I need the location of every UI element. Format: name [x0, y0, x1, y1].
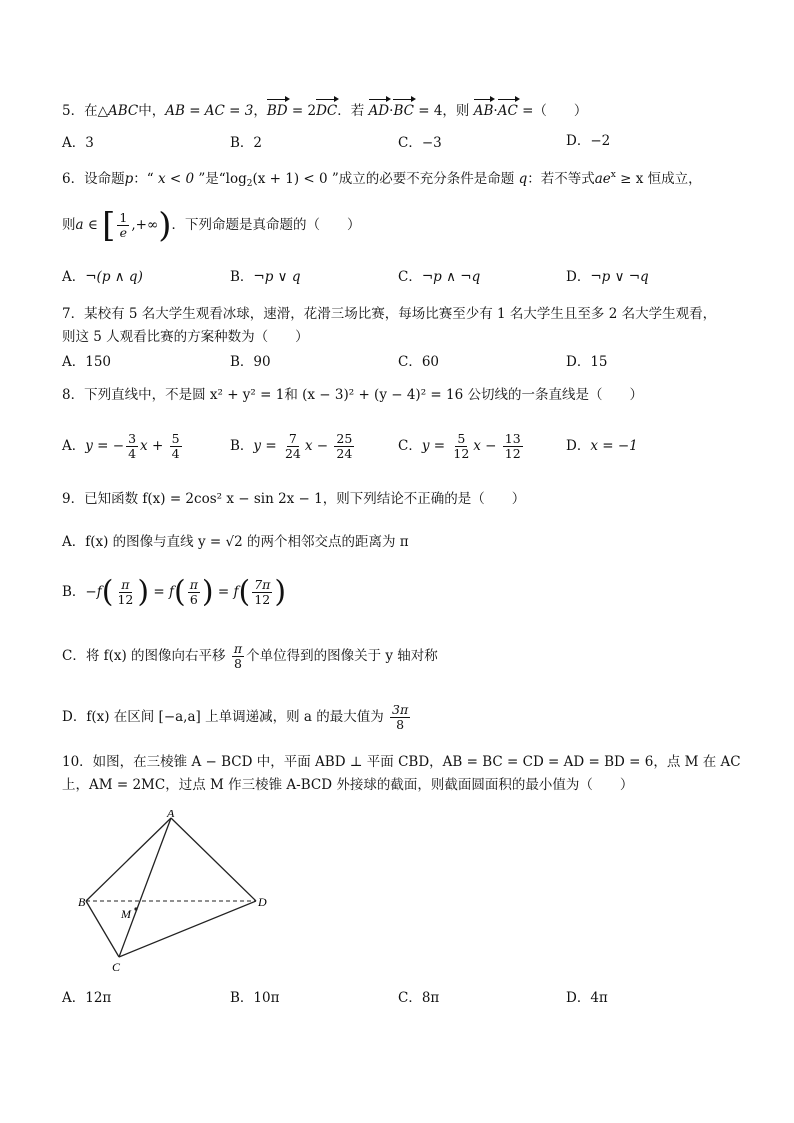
- option-label: D．: [566, 354, 591, 370]
- q10-option-b[interactable]: [230, 989, 279, 1007]
- option-label: A．: [62, 990, 86, 1006]
- q8-option-a[interactable]: [62, 428, 184, 464]
- q6-text: ”是“log: [194, 171, 247, 187]
- q6-option-d[interactable]: [566, 268, 649, 286]
- option-label: C．: [398, 990, 422, 1006]
- option-label: B．: [62, 584, 86, 600]
- option-text: ¬p ∨ ¬q: [590, 269, 649, 285]
- q6-a: a: [75, 217, 84, 233]
- q9-option-a[interactable]: A．f(x) 的图像与直线 y = √2 的两个相邻交点的距离为 π: [62, 534, 409, 550]
- option-text: y =: [253, 438, 281, 454]
- left-paren: (: [238, 574, 251, 610]
- option-label: A．: [62, 135, 86, 151]
- option-label: B．: [230, 438, 254, 454]
- q5-text: 中，: [138, 103, 166, 119]
- q5-sep2: ．若: [337, 103, 369, 119]
- q5-val: = 4，则: [413, 103, 474, 119]
- frac-den: 8: [233, 656, 242, 671]
- q7-stem-line2: 则这 5 人观看比赛的方案种数为（ ）: [62, 329, 309, 345]
- frac-den: 24: [284, 446, 301, 461]
- frac-den: e: [119, 225, 128, 240]
- q6-q: q: [518, 171, 528, 187]
- frac-den: 4: [171, 446, 180, 461]
- q6-text: ：“: [133, 171, 158, 187]
- q10-option-a[interactable]: [62, 989, 111, 1007]
- vector-dc: DC: [316, 103, 338, 119]
- option-text: 2: [253, 135, 263, 151]
- q8-option-c[interactable]: [398, 428, 525, 464]
- fraction: [252, 578, 272, 607]
- option-text: 8π: [421, 990, 440, 1006]
- option-text: ¬p ∨ q: [253, 269, 301, 285]
- frac-num: 3: [128, 431, 137, 446]
- option-text: ¬p ∧ ¬q: [421, 269, 481, 285]
- q5-dot2: ·: [493, 103, 498, 119]
- right-paren: ): [274, 574, 287, 610]
- tetrahedron-figure: [78, 810, 273, 975]
- frac-num: 7π: [254, 577, 271, 592]
- fraction: [283, 432, 303, 461]
- option-label: C．: [398, 354, 422, 370]
- edge-bc: [86, 901, 119, 957]
- q5-condition: AB = AC = 3: [165, 103, 254, 119]
- option-text: 个单位得到的图像关于 y 轴对称: [246, 648, 438, 664]
- option-text: 150: [85, 354, 112, 370]
- fraction: [390, 703, 410, 732]
- option-label: D．: [566, 133, 591, 149]
- option-label: B．: [230, 354, 254, 370]
- q7-option-b[interactable]: [230, 353, 271, 371]
- frac-num: 25: [336, 431, 353, 446]
- q5-end: =（ ）: [517, 103, 588, 119]
- vector-ab: AB: [473, 103, 494, 119]
- q6-exp: x: [610, 170, 616, 180]
- point-m: [134, 907, 137, 910]
- label-c: C: [112, 960, 121, 974]
- frac-num: 7: [288, 431, 297, 446]
- right-paren: ): [201, 574, 214, 610]
- option-text: = f: [149, 584, 174, 600]
- q7-stem-line1: 7．某校有 5 名大学生观看冰球，速滑，花滑三场比赛，每场比赛至少有 1 名大学生且至多 2 名大学生观看，: [62, 306, 717, 322]
- q8-stem: 8．下列直线中，不是圆 x² + y² = 1和 (x − 3)² + (y − 4)² = 16 公切线的一条直线是（ ）: [62, 387, 643, 403]
- vector-ad: AD: [368, 103, 390, 119]
- q6-interval: ,+∞: [131, 217, 159, 233]
- right-paren: ): [158, 205, 172, 246]
- vector-bc: BC: [393, 103, 414, 119]
- frac-num: π: [121, 577, 130, 592]
- vector-bd: BD: [266, 103, 288, 119]
- option-label: A．: [62, 354, 86, 370]
- q6-text: ．下列命题是真命题的（ ）: [171, 217, 361, 233]
- option-label: D．: [566, 438, 591, 454]
- q6-log-base: 2: [246, 179, 253, 189]
- option-label: B．: [230, 135, 254, 151]
- q5-option-d[interactable]: [566, 132, 610, 150]
- option-text: D．f(x) 在区间 [−a,a] 上单调递减，则 a 的最大值为: [62, 709, 388, 725]
- option-label: C．: [398, 438, 422, 454]
- frac-den: 12: [504, 446, 521, 461]
- option-text: ¬(p ∧ q): [85, 269, 143, 285]
- option-text: y =: [421, 438, 450, 454]
- option-label: C．: [398, 269, 422, 285]
- q10-stem-line1: 10．如图，在三棱锥 A − BCD 中，平面 ABD ⊥ 平面 CBD，AB = BC = CD = AD = BD = 6，点 M 在 AC: [62, 754, 741, 770]
- fraction: [115, 578, 135, 607]
- q9-option-b[interactable]: [62, 574, 286, 610]
- option-label: B．: [230, 269, 254, 285]
- option-text: −3: [421, 135, 442, 151]
- q5-stem: [62, 102, 587, 120]
- q6-option-b[interactable]: [230, 268, 300, 286]
- q5-option-b[interactable]: [230, 134, 262, 152]
- q6-p: p: [124, 171, 134, 187]
- option-text: 10π: [253, 990, 280, 1006]
- option-label: C．: [398, 135, 422, 151]
- q5-option-c[interactable]: [398, 134, 442, 152]
- fraction: [503, 432, 523, 461]
- label-a: A: [167, 810, 175, 820]
- edge-ad: [171, 818, 256, 901]
- frac-num: 5: [457, 431, 466, 446]
- option-text: 60: [421, 354, 440, 370]
- frac-den: 4: [128, 446, 137, 461]
- q5-sep: ，: [253, 103, 267, 119]
- label-m: M: [121, 907, 131, 921]
- q7-option-a[interactable]: [62, 353, 111, 371]
- edge-ab: [86, 818, 171, 901]
- q5-option-a[interactable]: [62, 134, 94, 152]
- q6-cond: x < 0: [157, 171, 195, 187]
- option-text: 4π: [590, 990, 608, 1006]
- label-b: B: [78, 895, 86, 909]
- frac-den: 12: [117, 592, 134, 607]
- q6-option-c[interactable]: [398, 268, 480, 286]
- frac-num: 1: [119, 210, 128, 225]
- option-label: A．: [62, 269, 86, 285]
- option-label: A．: [62, 438, 86, 454]
- q6-text: ∈: [83, 217, 103, 233]
- q6-ineq: ae: [594, 171, 611, 187]
- q6-fraction: [117, 211, 129, 240]
- option-text: x +: [140, 438, 168, 454]
- q8-option-b[interactable]: [230, 428, 356, 464]
- frac-num: 3π: [392, 702, 409, 717]
- q5-eq: = 2: [287, 103, 317, 119]
- q9-option-c[interactable]: [62, 638, 438, 674]
- option-text: x −: [304, 438, 333, 454]
- q9-option-d[interactable]: [62, 699, 412, 735]
- option-text: 90: [253, 354, 271, 370]
- option-text: x −: [473, 438, 501, 454]
- option-text: 15: [590, 354, 608, 370]
- q5-triangle: ABC: [107, 103, 139, 119]
- option-text: C．将 f(x) 的图像向右平移: [62, 648, 230, 664]
- q6-text: ≥ x 恒成立，: [615, 171, 702, 187]
- q7-option-c[interactable]: [398, 353, 439, 371]
- fraction: [188, 578, 200, 607]
- q9-stem: 9．已知函数 f(x) = 2cos² x − sin 2x − 1，则下列结论不正确的是（ ）: [62, 491, 526, 507]
- frac-den: 8: [396, 717, 405, 732]
- left-paren: (: [173, 574, 186, 610]
- frac-num: 13: [504, 431, 521, 446]
- frac-den: 12: [453, 446, 470, 461]
- vector-ac: AC: [497, 103, 518, 119]
- q10-stem-line2: 上，AM = 2MC，过点 M 作三棱锥 A-BCD 外接球的截面，则截面圆面积的最小值为（ ）: [62, 777, 634, 793]
- q6-stem-line1: [62, 166, 702, 193]
- q5-prefix: 5．在△: [62, 103, 108, 119]
- q6-option-a[interactable]: [62, 268, 143, 286]
- q6-text: 则: [62, 217, 76, 233]
- edge-ac: [119, 818, 171, 957]
- fraction: [451, 432, 471, 461]
- option-text: = f: [213, 584, 239, 600]
- q6-text: 6．设命题: [62, 171, 125, 187]
- q8-option-d[interactable]: [566, 437, 638, 455]
- frac-den: 24: [336, 446, 353, 461]
- option-label: B．: [230, 990, 254, 1006]
- option-text: 3: [85, 135, 94, 151]
- q10-option-c[interactable]: [398, 989, 439, 1007]
- frac-num: π: [233, 641, 243, 656]
- option-text: 12π: [85, 990, 112, 1006]
- q6-text: ：若不等式: [527, 171, 595, 187]
- frac-num: 5: [171, 431, 180, 446]
- right-paren: ): [137, 574, 150, 610]
- option-label: D．: [566, 990, 591, 1006]
- fraction: [334, 432, 354, 461]
- label-d: D: [258, 895, 267, 909]
- frac-den: 6: [189, 592, 198, 607]
- q10-option-d[interactable]: [566, 989, 608, 1007]
- option-text: −f: [85, 584, 102, 600]
- q6-text: (x + 1) < 0 ”成立的必要不充分条件是命题: [252, 171, 519, 187]
- option-text: x = −1: [590, 438, 638, 454]
- option-text: −2: [590, 133, 611, 149]
- q6-stem-line2: [62, 205, 361, 246]
- frac-num: π: [189, 577, 198, 592]
- left-paren: (: [101, 574, 114, 610]
- q5-dot: ·: [389, 103, 394, 119]
- q7-option-d[interactable]: [566, 353, 608, 371]
- option-text: y = −: [85, 438, 125, 454]
- fraction: [232, 642, 244, 671]
- left-bracket: [: [102, 205, 116, 246]
- fraction: [126, 432, 138, 461]
- option-label: D．: [566, 269, 591, 285]
- edge-cd: [119, 901, 256, 957]
- frac-den: 12: [254, 592, 271, 607]
- fraction: [170, 432, 182, 461]
